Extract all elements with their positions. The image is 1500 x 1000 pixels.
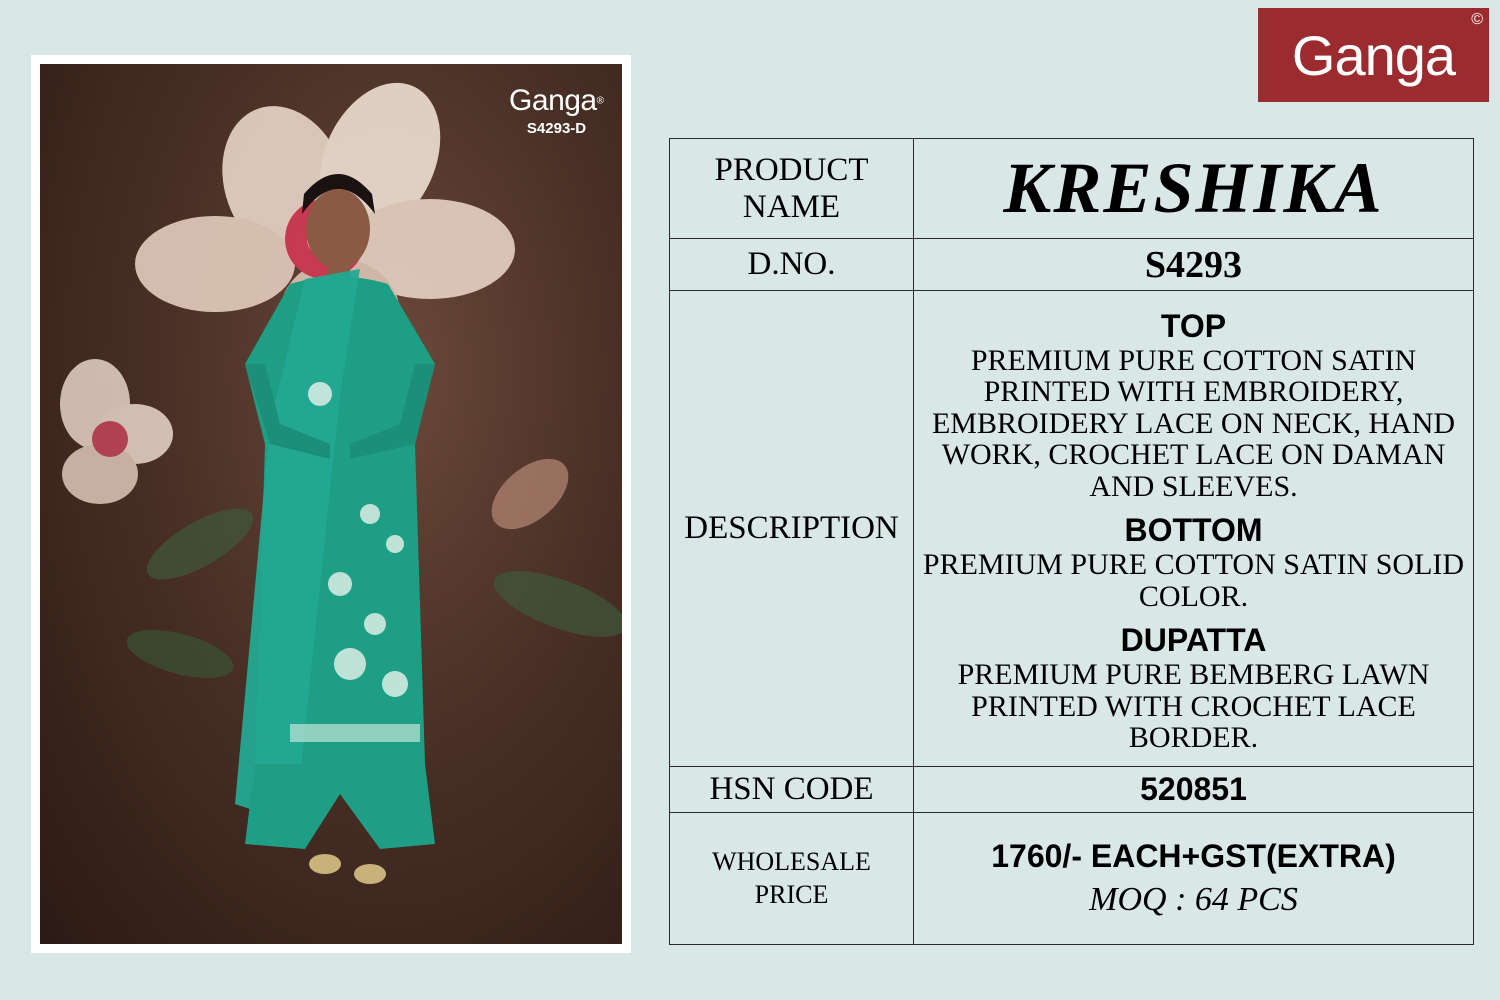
- hsn-cell: [914, 767, 1474, 813]
- row-hsn: [670, 767, 1474, 813]
- product-name-label-line1: PRODUCT: [714, 151, 869, 188]
- hsn-value: 520851: [1140, 771, 1247, 807]
- hsn-label: HSN CODE: [670, 767, 914, 813]
- product-name: KRESHIKA: [1003, 148, 1384, 228]
- description-label: DESCRIPTION: [670, 291, 914, 767]
- product-photo: [40, 64, 622, 944]
- price-value: 1760/- EACH+GST(EXTRA): [991, 838, 1396, 874]
- brand-copyright-mark: ©: [1471, 11, 1483, 28]
- product-name-cell: [914, 139, 1474, 239]
- price-label-line1: WHOLESALE: [712, 847, 871, 876]
- price-label-line2: PRICE: [754, 879, 829, 909]
- product-spec-table: [669, 138, 1474, 945]
- moq-value: MOQ : 64 PCS: [1089, 881, 1298, 918]
- dno-label: D.NO.: [670, 239, 914, 291]
- photo-logo-registered-mark: ®: [596, 95, 604, 107]
- photo-logo: [509, 84, 604, 137]
- brand-wordmark: Ganga: [1291, 23, 1456, 87]
- dupatta-title: DUPATTA: [1120, 622, 1267, 658]
- dupatta-text: PREMIUM PURE BEMBERG LAWN PRINTED WITH CROCHET LACE BORDER.: [957, 658, 1430, 754]
- price-cell: [914, 813, 1474, 945]
- photo-illustration: [40, 64, 622, 944]
- flower-small-icon: [60, 359, 173, 504]
- photo-logo-wordmark: Ganga: [509, 84, 597, 117]
- product-photo-frame: [31, 55, 631, 953]
- top-title: TOP: [1160, 307, 1227, 344]
- row-price: [670, 813, 1474, 945]
- photo-design-code: S4293-D: [526, 120, 587, 137]
- row-dno: [670, 239, 1474, 291]
- product-name-label: [670, 139, 914, 239]
- dno-cell: [914, 239, 1474, 291]
- bottom-title: BOTTOM: [1124, 512, 1263, 548]
- dno-value: S4293: [1144, 243, 1243, 286]
- row-product-name: [670, 139, 1474, 239]
- description-cell: [914, 291, 1474, 767]
- product-name-label-line2: NAME: [742, 188, 841, 225]
- brand-logo: [1258, 8, 1489, 102]
- top-text: PREMIUM PURE COTTON SATIN PRINTED WITH EMBROIDERY, EMBROIDERY LACE ON NECK, HAND WORK, CROCHET LACE ON DAMAN AND SLEEVES.: [931, 343, 1456, 503]
- price-label: [670, 813, 914, 945]
- bottom-text: PREMIUM PURE COTTON SATIN SOLID COLOR.: [922, 548, 1465, 613]
- row-description: [670, 291, 1474, 767]
